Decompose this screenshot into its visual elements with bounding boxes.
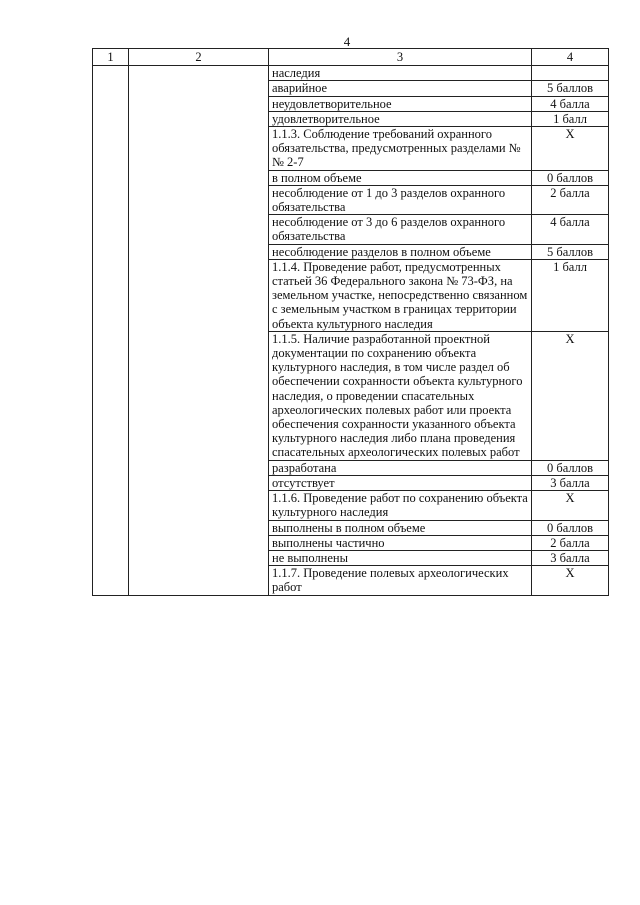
criterion-score: 5 баллов [532, 244, 609, 259]
criterion-score: 3 балла [532, 550, 609, 565]
criterion-text: в полном объеме [269, 170, 532, 185]
column-header-3: 3 [269, 49, 532, 66]
criterion-text: разработана [269, 460, 532, 475]
criterion-score: 2 балла [532, 185, 609, 214]
criterion-text: 1.1.3. Соблюдение требований охранного обязательства, предусмотренных разделами №№ 2-7 [269, 127, 532, 171]
criterion-score: 5 баллов [532, 81, 609, 96]
column-1-cell [93, 66, 129, 595]
criterion-text: удовлетворительное [269, 111, 532, 126]
criterion-score: 0 баллов [532, 520, 609, 535]
criterion-text: 1.1.7. Проведение полевых археологических работ [269, 566, 532, 595]
criterion-score: X [532, 127, 609, 171]
criterion-score: 1 балл [532, 111, 609, 126]
column-header-4: 4 [532, 49, 609, 66]
column-2-cell [129, 66, 269, 595]
column-header-1: 1 [93, 49, 129, 66]
criterion-score: 4 балла [532, 96, 609, 111]
criterion-score: 0 баллов [532, 460, 609, 475]
criterion-text: выполнены в полном объеме [269, 520, 532, 535]
criterion-score: X [532, 491, 609, 520]
page-number: 4 [343, 34, 351, 49]
criterion-score: 1 балл [532, 259, 609, 331]
criterion-score: 4 балла [532, 215, 609, 244]
criterion-score: 2 балла [532, 535, 609, 550]
table-header-row [93, 49, 609, 66]
criterion-text: отсутствует [269, 475, 532, 490]
criterion-text: несоблюдение от 3 до 6 разделов охранного обязательства [269, 215, 532, 244]
criterion-text: 1.1.6. Проведение работ по сохранению объекта культурного наследия [269, 491, 532, 520]
column-header-2: 2 [129, 49, 269, 66]
table-row [93, 66, 609, 81]
criterion-text: выполнены частично [269, 535, 532, 550]
criterion-score: 3 балла [532, 475, 609, 490]
criterion-text: аварийное [269, 81, 532, 96]
criterion-score [532, 66, 609, 81]
criterion-score: X [532, 331, 609, 460]
criteria-table [92, 48, 609, 596]
criterion-text: 1.1.4. Проведение работ, предусмотренных статьей 36 Федерального закона № 73-ФЗ, на земельном участке, непосредственно связанном с земельным участком в границах территории объекта культурного наследия [269, 259, 532, 331]
criterion-text: несоблюдение разделов в полном объеме [269, 244, 532, 259]
criterion-score: X [532, 566, 609, 595]
criterion-text: наследия [269, 66, 532, 81]
criterion-text: 1.1.5. Наличие разработанной проектной документации по сохранению объекта культурного наследия, в том числе раздел об обеспечении сохранности объекта культурного наследия, о проведении спасательных археологических полевых работ или проекта обеспечения сохранности указанного объекта культурного наследия либо плана проведения спасательных археологических полевых работ [269, 331, 532, 460]
criterion-text: не выполнены [269, 550, 532, 565]
criterion-text: неудовлетворительное [269, 96, 532, 111]
criterion-text: несоблюдение от 1 до 3 разделов охранного обязательства [269, 185, 532, 214]
criterion-score: 0 баллов [532, 170, 609, 185]
